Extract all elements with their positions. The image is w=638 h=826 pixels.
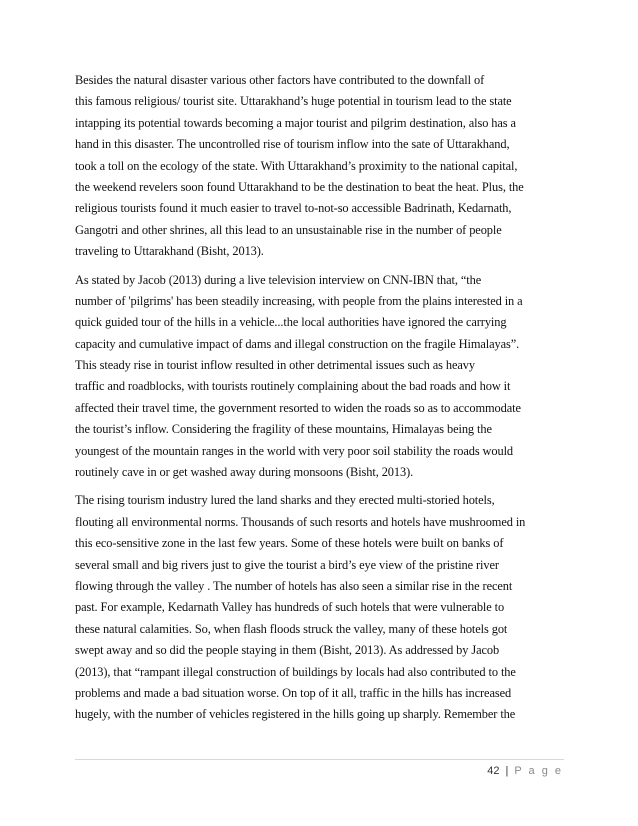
text-line: youngest of the mountain ranges in the world with very poor soil stability the roads would	[75, 443, 514, 458]
text-line: Gangotri and other shrines, all this lead to an unsustainable rise in the number of people	[75, 222, 502, 237]
paragraph	[75, 490, 563, 725]
text-line: swept away and so did the people staying in them (Bisht, 2013). As addressed by Jacob	[75, 643, 500, 658]
text-line: traffic and roadblocks, with tourists routinely complaining about the bad roads and how it	[75, 379, 511, 394]
text-line: quick guided tour of the hills in a vehicle...the local authorities have ignored the carrying	[75, 315, 507, 330]
text-line: routinely cave in or get washed away during monsoons (Bisht, 2013).	[75, 465, 414, 480]
text-line: religious tourists found it much easier to travel to-not-so accessible Badrinath, Kedarnath,	[75, 201, 512, 216]
paragraph	[75, 70, 563, 263]
text-line: Besides the natural disaster various other factors have contributed to the downfall of	[75, 73, 485, 87]
text-line: hugely, with the number of vehicles registered in the hills going up sharply. Remember the	[75, 707, 516, 722]
text-line: several small and big rivers just to give the tourist a bird’s eye view of the pristine river	[75, 557, 499, 572]
text-line: traveling to Uttarakhand (Bisht, 2013).	[75, 244, 264, 259]
text-line: capacity and cumulative impact of dams and illegal construction on the fragile Himalayas”.	[75, 336, 520, 351]
text-line: affected their travel time, the government resorted to widen the roads so as to accommodate	[75, 400, 521, 415]
text-line: the weekend revelers soon found Uttarakhand to be the destination to beat the heat. Plus, the	[75, 179, 524, 194]
text-line: The rising tourism industry lured the land sharks and they erected multi-storied hotels,	[75, 493, 495, 508]
text-line: took a toll on the ecology of the state. With Uttarakhand’s proximity to the national capital,	[75, 158, 518, 173]
text-line: this famous religious/ tourist site. Uttarakhand’s huge potential in tourism lead to the state	[75, 94, 512, 109]
page-number: 42	[487, 765, 500, 777]
footer-separator: |	[505, 765, 509, 777]
page-label: P a g e	[514, 765, 563, 777]
text-line: hand in this disaster. The uncontrolled rise of tourism inflow into the sate of Uttarakhand,	[75, 137, 510, 152]
footer-divider	[75, 759, 564, 760]
text-line: the tourist’s inflow. Considering the fragility of these mountains, Himalayas being the	[75, 422, 492, 437]
text-line: number of 'pilgrims' has been steadily increasing, with people from the plains interested in a	[75, 293, 523, 308]
text-line: problems and made a bad situation worse. On top of it all, traffic in the hills has increased	[75, 685, 512, 700]
text-line: flowing through the valley . The number of hotels has also seen a similar rise in the recent	[75, 578, 513, 593]
text-line: intapping its potential towards becoming a major tourist and pilgrim destination, also has a	[75, 115, 516, 130]
paragraph	[75, 270, 563, 484]
text-line: This steady rise in tourist inflow resulted in other detrimental issues such as heavy	[75, 358, 475, 373]
text-line: flouting all environmental norms. Thousands of such resorts and hotels have mushroomed in	[75, 514, 526, 529]
page-footer	[487, 765, 563, 777]
document-body	[75, 70, 563, 733]
text-line: As stated by Jacob (2013) during a live television interview on CNN-IBN that, “the	[75, 272, 482, 287]
text-line: these natural calamities. So, when flash floods struck the valley, many of these hotels got	[75, 621, 508, 636]
text-line: this eco-sensitive zone in the last few years. Some of these hotels were built on banks of	[75, 536, 504, 551]
text-line: past. For example, Kedarnath Valley has hundreds of such hotels that were vulnerable to	[75, 600, 505, 615]
text-line: (2013), that “rampant illegal construction of buildings by locals had also contributed to the	[75, 664, 516, 679]
